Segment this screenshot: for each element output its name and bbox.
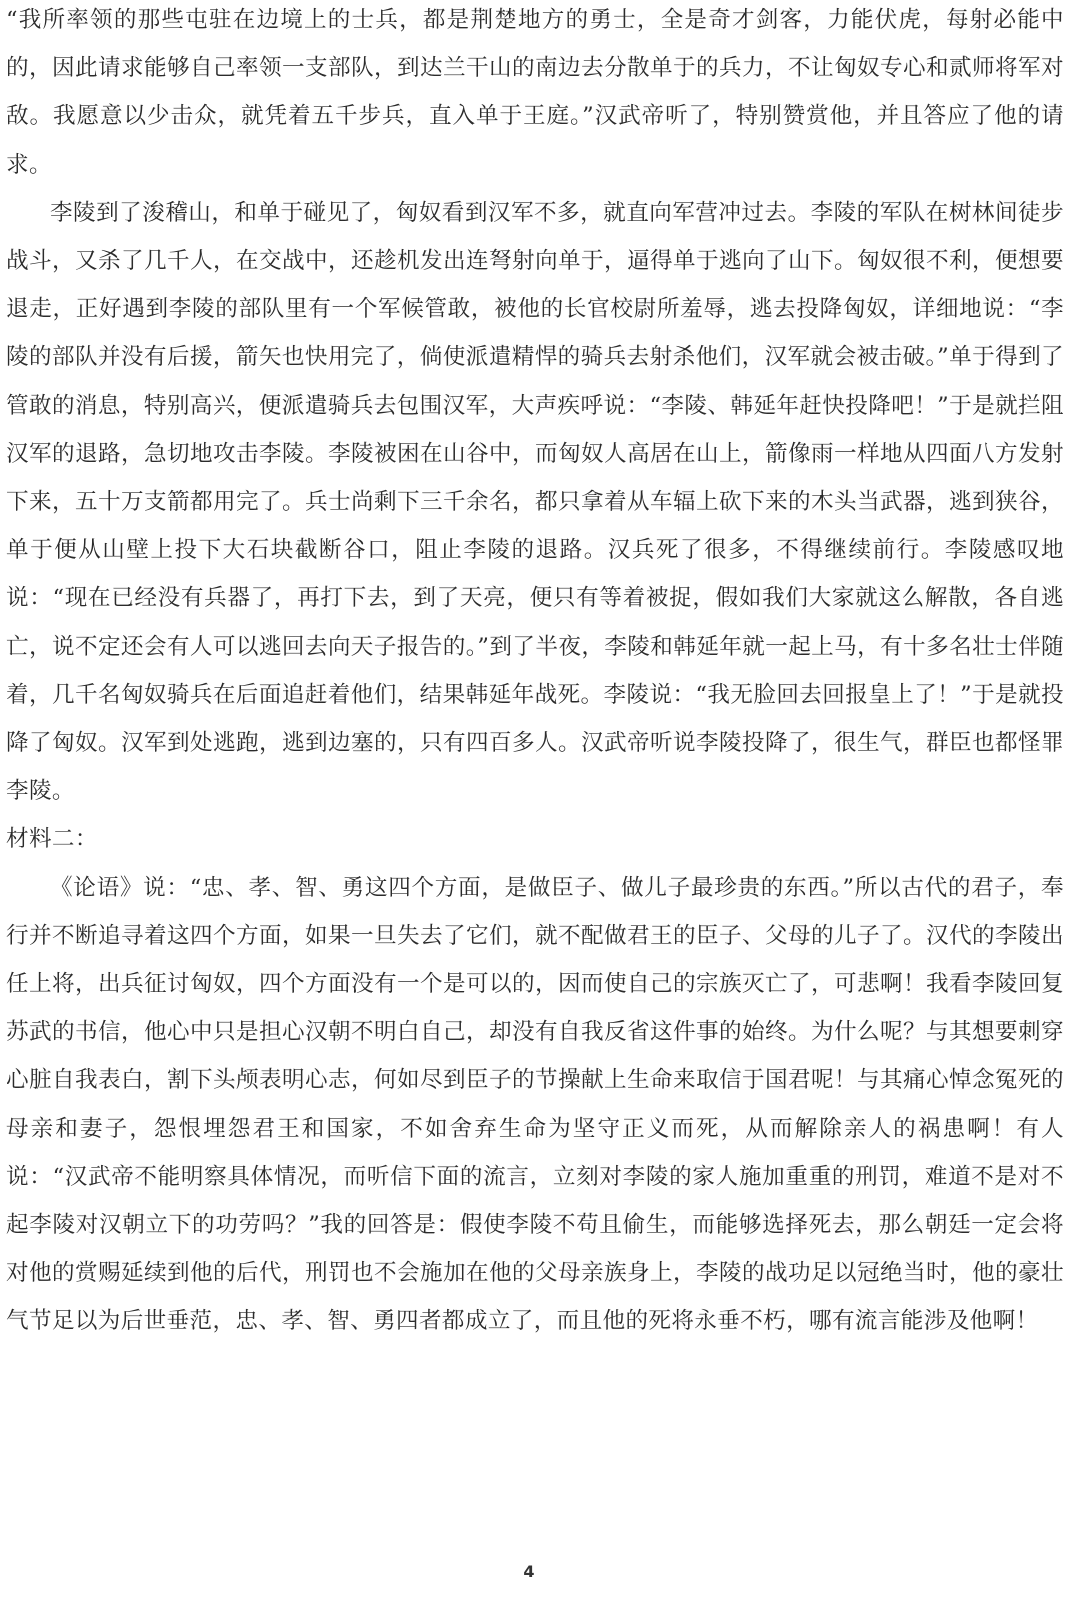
- page-number: 4: [523, 1562, 535, 1581]
- paragraph-material-two: 《论语》说：“忠、孝、智、勇这四个方面，是做臣子、做儿子最珍贵的东西。”所以古代的君子，奉行并不断追寻着这四个方面，如果一旦失去了它们，就不配做君王的臣子、父母的儿子了。汉代的李陵出任上将，出兵征讨匈奴，四个方面没有一个是可以的，因而使自己的宗族灭亡了，可悲啊！我看李陵回复苏武的书信，他心中只是担心汉朝不明白自己，却没有自我反省这件事的始终。为什么呢？与其想要刺穿心脏自我表白，割下头颅表明心志，何如尽到臣子的节操献上生命来取信于国君呢！与其痛心悼念冤死的母亲和妻子，怨恨埋怨君王和国家，不如舍弃生命为坚守正义而死，从而解除亲人的祸患啊！有人说：“汉武帝不能明察具体情况，而听信下面的流言，立刻对李陵的家人施加重重的刑罚，难道不是对不起李陵对汉朝立下的功劳吗？”我的回答是：假使李陵不苟且偷生，而能够选择死去，那么朝廷一定会将对他的赏赐延续到他的后代，刑罚也不会施加在他的父母亲族身上，李陵的战功足以冠绝当时，他的豪壮气节足以为后世垂范，忠、孝、智、勇四者都成立了，而且他的死将永垂不朽，哪有流言能涉及他啊！: [6, 874, 1064, 1335]
- paragraph-quote-continuation: “我所率领的那些屯驻在边境上的士兵，都是荆楚地方的勇士，全是奇才剑客，力能伏虎，每射必能中的，因此请求能够自己率领一支部队，到达兰干山的南边去分散单于的兵力，不让匈奴专心和贰师将军对敌。我愿意以少击众，就凭着五千步兵，直入单于王庭。”汉武帝听了，特别赞赏他，并且答应了他的请求。: [6, 7, 1064, 178]
- document-body: [6, 0, 1064, 1346]
- paragraph-battle-narrative: 李陵到了浚稽山，和单于碰见了，匈奴看到汉军不多，就直向军营冲过去。李陵的军队在树林间徒步战斗，又杀了几千人，在交战中，还趁机发出连弩射向单于，逼得单于逃向了山下。匈奴很不利，便想要退走，正好遇到李陵的部队里有一个军候管敢，被他的长官校尉所羞辱，逃去投降匈奴，详细地说：“李陵的部队并没有后援，箭矢也快用完了，倘使派遣精悍的骑兵去射杀他们，汉军就会被击破。”单于得到了管敢的消息，特别高兴，便派遣骑兵去包围汉军，大声疾呼说：“李陵、韩延年赶快投降吧！”于是就拦阻汉军的退路，急切地攻击李陵。李陵被困在山谷中，而匈奴人高居在山上，箭像雨一样地从四面八方发射下来，五十万支箭都用完了。兵士尚剩下三千余名，都只拿着从车辐上砍下来的木头当武器，逃到狭谷，单于便从山壁上投下大石块截断谷口，阻止李陵的退路。汉兵死了很多，不得继续前行。李陵感叹地说：“现在已经没有兵器了，再打下去，到了天亮，便只有等着被捉，假如我们大家就这么解散，各自逃亡，说不定还会有人可以逃回去向天子报告的。”到了半夜，李陵和韩延年就一起上马，有十多名壮士伴随着，几千名匈奴骑兵在后面追赶着他们，结果韩延年战死。李陵说：“我无脸回去回报皇上了！”于是就投降了匈奴。汉军到处逃跑，逃到边塞的，只有四百多人。汉武帝听说李陵投降了，很生气，群臣也都怪罪李陵。: [6, 199, 1064, 805]
- section-label-material-two: 材料二：: [6, 826, 98, 853]
